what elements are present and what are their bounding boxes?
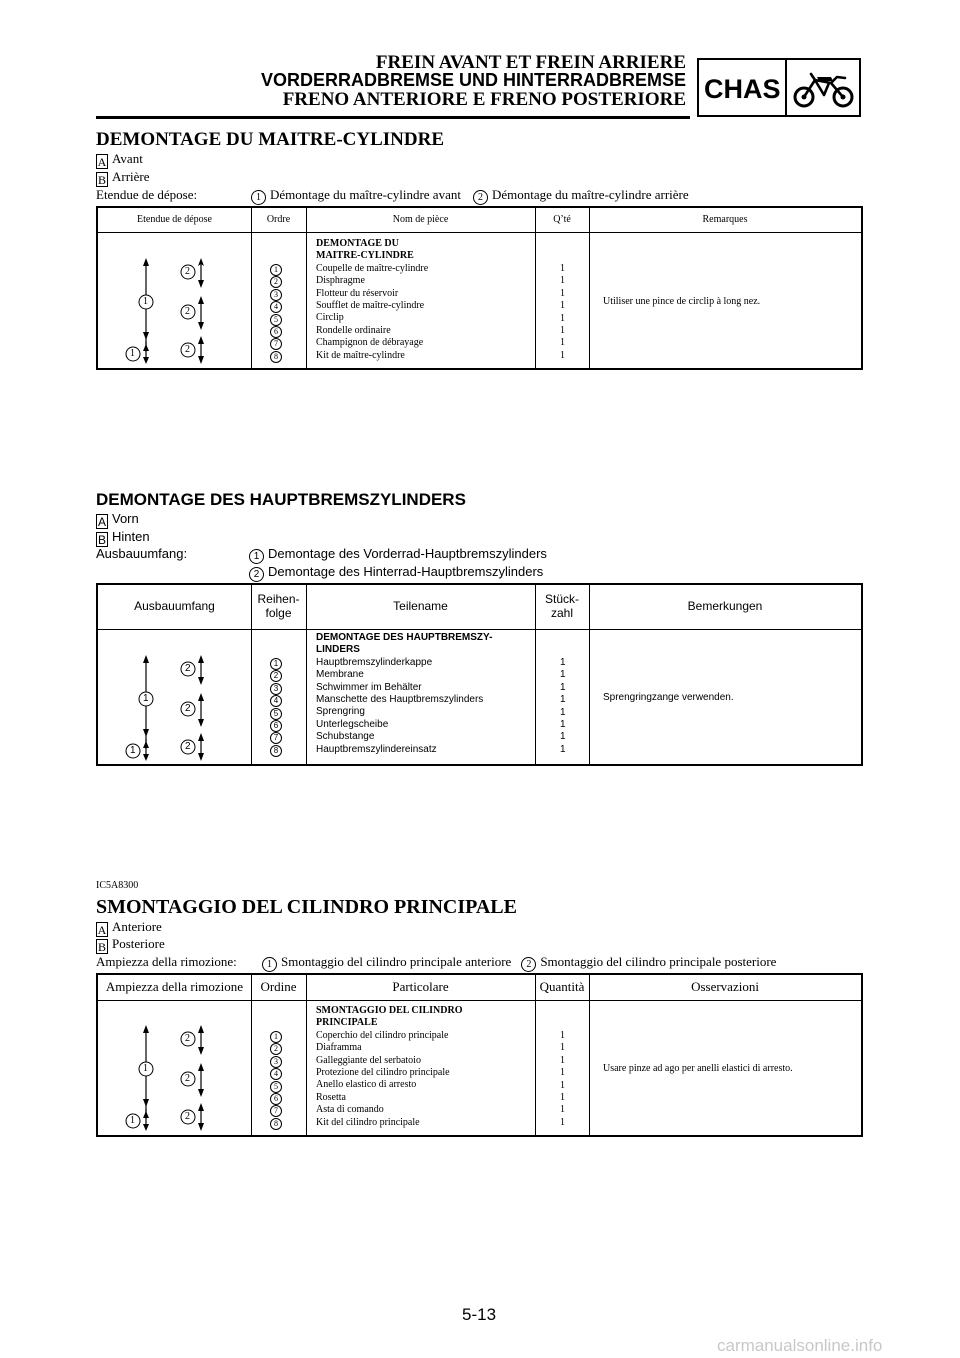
diagram-labels (98, 975, 251, 1139)
part-name: Galleggiante del serbatoio (316, 1054, 421, 1066)
extent-label: Ausbauumfang: (96, 546, 188, 561)
order-number: 2 (270, 1043, 282, 1055)
table-header: Ordre (266, 214, 291, 226)
header-rule (96, 116, 690, 119)
extent-label: Etendue de dépose: (96, 187, 198, 202)
motorcycle-icon (791, 64, 857, 114)
group-title: DEMONTAGE DU (316, 238, 399, 249)
qty: 1 (560, 743, 566, 755)
extent-line-it (96, 954, 776, 972)
parts-table-de (96, 583, 863, 766)
qty: 1 (560, 669, 566, 681)
legend-b-it (96, 936, 165, 954)
extent-1: Smontaggio del cilindro principale anteriore (281, 954, 512, 969)
qty: 1 (560, 349, 565, 361)
order-list (270, 263, 286, 362)
group-title: DEMONTAGE DES HAUPTBREMSZY- (316, 632, 493, 643)
header-title-de: VORDERRADBREMSE UND HINTERRADBREMSE (260, 70, 686, 90)
legend-b-fr (96, 169, 150, 187)
qty: 1 (560, 263, 565, 274)
order-list (270, 1030, 286, 1129)
extent-1: Démontage du maître-cylindre avant (270, 187, 461, 202)
group-title: MAITRE-CYLINDRE (316, 250, 414, 262)
diagram-number: 2 (185, 663, 191, 674)
qty: 1 (560, 1054, 565, 1066)
order-number: 1 (270, 264, 282, 276)
legend-text: Avant (112, 151, 143, 166)
part-list (316, 238, 428, 362)
circle-number: 1 (249, 549, 264, 564)
table-header: Ausbauumfang (134, 599, 215, 614)
diagram-number: 1 (143, 296, 148, 307)
qty: 1 (560, 718, 566, 730)
qty: 1 (560, 694, 566, 706)
part-name: Coperchio del cilindro principale (316, 1029, 449, 1041)
part-name: Schwimmer im Behälter (316, 681, 422, 693)
order-number: 5 (270, 1081, 282, 1093)
order-number: 2 (270, 276, 282, 288)
diagram-number: 2 (185, 741, 191, 752)
part-name: Diaframma (316, 1042, 362, 1054)
order-number: 8 (270, 351, 282, 363)
part-name: Rosetta (316, 1091, 346, 1103)
section-code: IC5A8300 (96, 880, 139, 891)
table-header: Quantità (539, 979, 585, 995)
table-header: Remarques (702, 214, 748, 226)
table-header: Bemerkungen (687, 599, 763, 614)
label-box: B (97, 533, 106, 547)
diagram-number: 1 (130, 348, 135, 359)
order-number: 3 (270, 289, 282, 301)
part-name: Rondelle ordinaire (316, 324, 391, 336)
order-number: 1 (270, 658, 282, 670)
diagram-labels (98, 208, 251, 372)
remarks: Usare pinze ad ago per anelli elastici di arresto. (603, 1063, 793, 1074)
extent-label: Ampiezza della rimozione: (96, 954, 237, 969)
diagram-number: 1 (130, 745, 136, 756)
badge-divider (785, 60, 787, 115)
part-name: Sprengring (316, 706, 365, 718)
extent-2: Démontage du maître-cylindre arrière (491, 187, 689, 202)
part-name: Membrane (316, 669, 364, 681)
diagram-number: 1 (130, 1115, 135, 1126)
legend-text: Anteriore (112, 919, 162, 934)
qty: 1 (560, 1091, 565, 1103)
part-name: Flotteur du réservoir (316, 287, 399, 299)
qty: 1 (560, 1116, 565, 1128)
order-list (270, 657, 286, 756)
legend-a-fr (96, 151, 143, 169)
qty: 1 (560, 337, 565, 349)
table-header: Stück- zahl (544, 592, 579, 620)
extent-2: Demontage des Hinterrad-Hauptbremszylinders (268, 564, 544, 579)
remarks: Utiliser une pince de circlip à long nez. (603, 295, 761, 307)
order-number: 6 (270, 720, 282, 732)
section-title-fr: DEMONTAGE DU MAITRE-CYLINDRE (96, 129, 444, 150)
diagram-number: 2 (185, 1111, 190, 1122)
part-name: Circlip (316, 312, 344, 324)
qty: 1 (560, 324, 565, 336)
legend-b-de (96, 529, 150, 547)
part-name: Kit de maître-cylindre (316, 349, 405, 361)
circle-number: 2 (249, 567, 264, 582)
parts-table-fr (96, 206, 863, 370)
diagram-number: 2 (185, 344, 190, 355)
table-header: Teilename (393, 599, 448, 614)
qty: 1 (560, 1030, 565, 1041)
part-name: Disphragme (316, 275, 365, 287)
legend-text: Arrière (112, 169, 150, 184)
qty: 1 (560, 1042, 565, 1054)
extent-1: Demontage des Vorderrad-Hauptbremszylinders (268, 546, 547, 561)
part-name: Manschette des Hauptbremszylinders (316, 693, 484, 705)
qty: 1 (560, 1067, 565, 1079)
group-title: LINDERS (316, 644, 360, 656)
label-box: A (97, 155, 107, 169)
qty: 1 (560, 681, 566, 693)
qty: 1 (560, 731, 566, 743)
extent-line-fr (96, 187, 689, 205)
order-number: 4 (270, 301, 282, 313)
qty-list (560, 657, 566, 756)
chapter-badge (697, 58, 861, 117)
qty: 1 (560, 300, 565, 312)
header-title-it: FRENO ANTERIORE E FRENO POSTERIORE (282, 89, 686, 110)
part-name: Anello elastico di arresto (316, 1079, 417, 1091)
order-number: 7 (270, 1105, 282, 1117)
diagram-number: 2 (185, 1033, 190, 1044)
table-header: Particolare (392, 979, 449, 995)
circle-number: 2 (521, 957, 536, 972)
order-number: 4 (270, 1068, 282, 1080)
part-name: Hauptbremszylinderkappe (316, 656, 433, 668)
circle-number: 1 (262, 957, 277, 972)
label-box: A (97, 923, 107, 937)
table-header: Reihen- folge (257, 592, 300, 620)
qty: 1 (560, 275, 565, 287)
circle-number: 2 (473, 190, 488, 205)
table-header: Q’té (553, 214, 571, 226)
legend-text: Posteriore (112, 936, 165, 951)
order-number: 3 (270, 1056, 282, 1068)
diagram-labels (98, 585, 251, 768)
part-name: Unterlegscheibe (316, 718, 389, 730)
part-list (316, 1005, 463, 1129)
section-title-de: DEMONTAGE DES HAUPTBREMSZYLINDERS (96, 490, 466, 509)
qty: 1 (560, 312, 565, 324)
order-number: 8 (270, 1118, 282, 1130)
qty: 1 (560, 287, 565, 299)
order-number: 5 (270, 708, 282, 720)
part-name: Schubstange (316, 731, 375, 743)
section-title-it: SMONTAGGIO DEL CILINDRO PRINCIPALE (96, 896, 517, 918)
order-number: 3 (270, 683, 282, 695)
chapter-label: CHAS (704, 74, 781, 104)
table-header: Ordine (260, 979, 297, 995)
part-name: Soufflet de maître-cylindre (316, 299, 425, 311)
order-number: 2 (270, 670, 282, 682)
extent-line-de (96, 546, 547, 564)
part-name: Champignon de débrayage (316, 337, 424, 349)
header-title-fr: FREIN AVANT ET FREIN ARRIERE (375, 52, 686, 73)
group-title: PRINCIPALE (316, 1017, 378, 1029)
table-header: Etendue de dépose (137, 214, 212, 226)
order-number: 1 (270, 1031, 282, 1043)
legend-a-it (96, 919, 162, 937)
diagram-number: 2 (185, 1073, 190, 1084)
circle-number: 1 (251, 190, 266, 205)
order-number: 6 (270, 1093, 282, 1105)
table-header: Osservazioni (691, 979, 759, 995)
order-number: 4 (270, 695, 282, 707)
diagram-number: 2 (185, 703, 191, 714)
qty-list (560, 263, 565, 362)
group-title: SMONTAGGIO DEL CILINDRO (316, 1005, 463, 1016)
part-name: Asta di comando (316, 1104, 384, 1116)
diagram-number: 1 (143, 693, 149, 704)
extent-2: Smontaggio del cilindro principale posteriore (540, 954, 777, 969)
parts-table-it (96, 973, 863, 1137)
order-number: 8 (270, 745, 282, 757)
label-box: B (97, 940, 106, 954)
label-box: B (97, 173, 106, 187)
part-name: Coupelle de maître-cylindre (316, 262, 429, 274)
part-name: Kit del cilindro principale (316, 1116, 420, 1128)
part-name: Protezione del cilindro principale (316, 1066, 450, 1078)
diagram-number: 2 (185, 306, 190, 317)
legend-a-de (96, 511, 139, 529)
remarks: Sprengringzange verwenden. (603, 692, 734, 703)
order-number: 6 (270, 326, 282, 338)
diagram-number: 1 (143, 1063, 148, 1074)
qty: 1 (560, 657, 566, 668)
part-name: Hauptbremszylindereinsatz (316, 743, 437, 755)
legend-text: Vorn (112, 511, 139, 526)
legend-text: Hinten (112, 529, 150, 544)
qty: 1 (560, 706, 566, 718)
table-header: Nom de pièce (392, 214, 449, 226)
part-list (316, 632, 493, 756)
order-number: 7 (270, 732, 282, 744)
qty-list (560, 1030, 565, 1129)
order-number: 7 (270, 338, 282, 350)
qty: 1 (560, 1079, 565, 1091)
qty: 1 (560, 1104, 565, 1116)
order-number: 5 (270, 314, 282, 326)
table-header: Ampiezza della rimozione (105, 979, 244, 995)
page-number: 5-13 (462, 1305, 497, 1324)
label-box: A (97, 515, 106, 529)
diagram-number: 2 (185, 266, 190, 277)
extent-line-de-2 (249, 564, 543, 582)
watermark: carmanualsonline.info (717, 1336, 883, 1355)
